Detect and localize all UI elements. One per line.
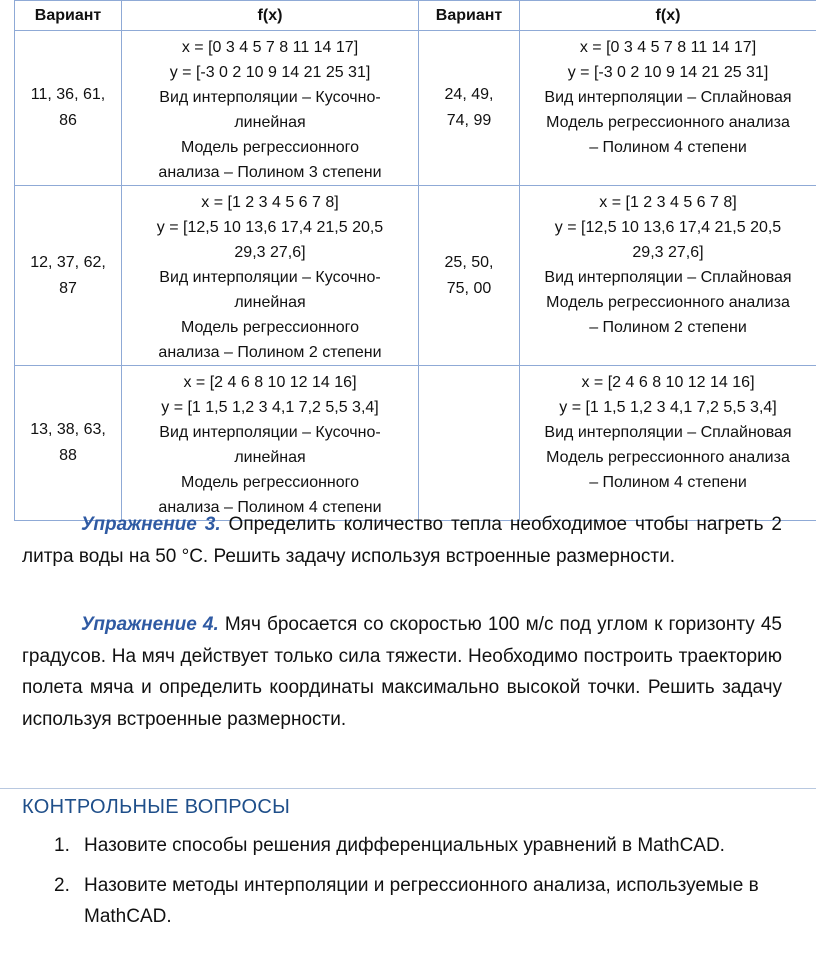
- x-values: x = [1 2 3 4 5 6 7 8]: [599, 194, 737, 211]
- variant-line: 13, 38, 63,: [30, 421, 106, 438]
- regression-line: Модель регрессионного: [180, 474, 360, 491]
- header-variant-right: Вариант: [419, 1, 520, 31]
- header-variant-left: Вариант: [15, 1, 122, 31]
- function-cell: [122, 31, 419, 186]
- variant-line: 74, 99: [446, 112, 492, 129]
- interp-line: линейная: [234, 114, 306, 131]
- regression-line: Модель регрессионного анализа: [546, 114, 790, 131]
- list-item: [28, 830, 788, 861]
- variant-line: 25, 50,: [444, 253, 494, 271]
- exercise-4-text: Мяч бросается со скоростью 100 м/с под углом к горизонту 45 градусов. На мяч действует только сила тяжести. Необходимо построить траекторию полета мяча и определить координаты максимально высокой точки. Решить задачу используя встроенные размерности.: [22, 614, 782, 730]
- header-fx-right: f(x): [520, 1, 816, 31]
- interp-line: Вид интерполяции – Кусочно-: [159, 89, 381, 106]
- interp-line: Вид интерполяции – Кусочно-: [159, 269, 381, 286]
- regression-line: – Полином 2 степени: [589, 319, 747, 336]
- question-text: Назовите способы решения дифференциальных уравнений в MathCAD.: [84, 835, 725, 856]
- variant-line: 88: [59, 447, 77, 464]
- variant-cell: [15, 31, 122, 186]
- table-header-row: [15, 1, 816, 31]
- x-values: x = [0 3 4 5 7 8 11 14 17]: [181, 39, 359, 56]
- regression-line: – Полином 4 степени: [589, 474, 747, 491]
- variant-line: 86: [59, 112, 77, 129]
- variant-line: 11, 36, 61,: [30, 86, 106, 103]
- regression-line: Модель регрессионного анализа: [546, 294, 790, 311]
- interp-line: Вид интерполяции – Кусочно-: [159, 424, 381, 441]
- y-values: 29,3 27,6]: [234, 244, 306, 261]
- y-values: y = [12,5 10 13,6 17,4 21,5 20,5: [554, 219, 782, 236]
- y-values: y = [12,5 10 13,6 17,4 21,5 20,5: [156, 219, 384, 236]
- regression-line: анализа – Полином 3 степени: [158, 164, 382, 181]
- variant-line: 24, 49,: [444, 86, 494, 103]
- exercise-4-label: Упражнение 4.: [81, 614, 219, 635]
- regression-line: анализа – Полином 2 степени: [158, 344, 382, 361]
- question-number: 2.: [54, 875, 70, 896]
- variant-line: 12, 37, 62,: [30, 253, 106, 271]
- variants-table: [14, 0, 816, 521]
- function-cell: [520, 366, 816, 521]
- variant-cell: [419, 366, 520, 521]
- y-values: y = [-3 0 2 10 9 14 21 25 31]: [567, 64, 769, 81]
- x-values: x = [1 2 3 4 5 6 7 8]: [201, 194, 339, 211]
- variant-cell: [419, 31, 520, 186]
- list-item: [28, 870, 788, 932]
- regression-line: – Полином 4 степени: [589, 139, 747, 156]
- table-row: [15, 366, 816, 521]
- section-divider: [0, 788, 816, 789]
- y-values: y = [-3 0 2 10 9 14 21 25 31]: [169, 64, 371, 81]
- function-cell: [520, 186, 816, 366]
- section-title: КОНТРОЛЬНЫЕ ВОПРОСЫ: [22, 796, 291, 818]
- variant-line: 87: [59, 279, 77, 297]
- question-number: 1.: [54, 835, 70, 856]
- function-cell: [122, 366, 419, 521]
- regression-line: анализа – Полином 4 степени: [158, 499, 382, 516]
- interp-line: Вид интерполяции – Сплайновая: [544, 424, 792, 441]
- y-values: y = [1 1,5 1,2 3 4,1 7,2 5,5 3,4]: [161, 399, 379, 416]
- interp-line: линейная: [234, 294, 306, 311]
- questions-list: [28, 830, 788, 941]
- x-values: x = [2 4 6 8 10 12 14 16]: [183, 374, 357, 391]
- y-values: y = [1 1,5 1,2 3 4,1 7,2 5,5 3,4]: [559, 399, 777, 416]
- y-values: 29,3 27,6]: [632, 244, 704, 261]
- question-text: Назовите методы интерполяции и регрессионного анализа, используемые в MathCAD.: [84, 875, 759, 927]
- regression-line: Модель регрессионного: [180, 319, 360, 336]
- function-cell: [122, 186, 419, 366]
- exercise-3-label: Упражнение 3.: [81, 514, 221, 535]
- x-values: x = [0 3 4 5 7 8 11 14 17]: [579, 39, 757, 56]
- regression-line: Модель регрессионного анализа: [546, 449, 790, 466]
- function-cell: [520, 31, 816, 186]
- interp-line: Вид интерполяции – Сплайновая: [544, 269, 792, 286]
- variant-line: 75, 00: [446, 279, 492, 297]
- header-fx-left: f(x): [122, 1, 419, 31]
- exercise-3-paragraph: [22, 509, 782, 572]
- x-values: x = [2 4 6 8 10 12 14 16]: [581, 374, 755, 391]
- table-row: [15, 31, 816, 186]
- interp-line: Вид интерполяции – Сплайновая: [544, 89, 792, 106]
- variant-cell: [419, 186, 520, 366]
- variant-cell: [15, 366, 122, 521]
- regression-line: Модель регрессионного: [180, 139, 360, 156]
- variant-cell: [15, 186, 122, 366]
- table-row: [15, 186, 816, 366]
- interp-line: линейная: [234, 449, 306, 466]
- exercise-4-paragraph: [22, 609, 782, 735]
- exercise-3-text: Определить количество тепла необходимое чтобы нагреть 2 литра воды на 50 °С. Решить задачу используя встроенные размерности.: [22, 514, 782, 567]
